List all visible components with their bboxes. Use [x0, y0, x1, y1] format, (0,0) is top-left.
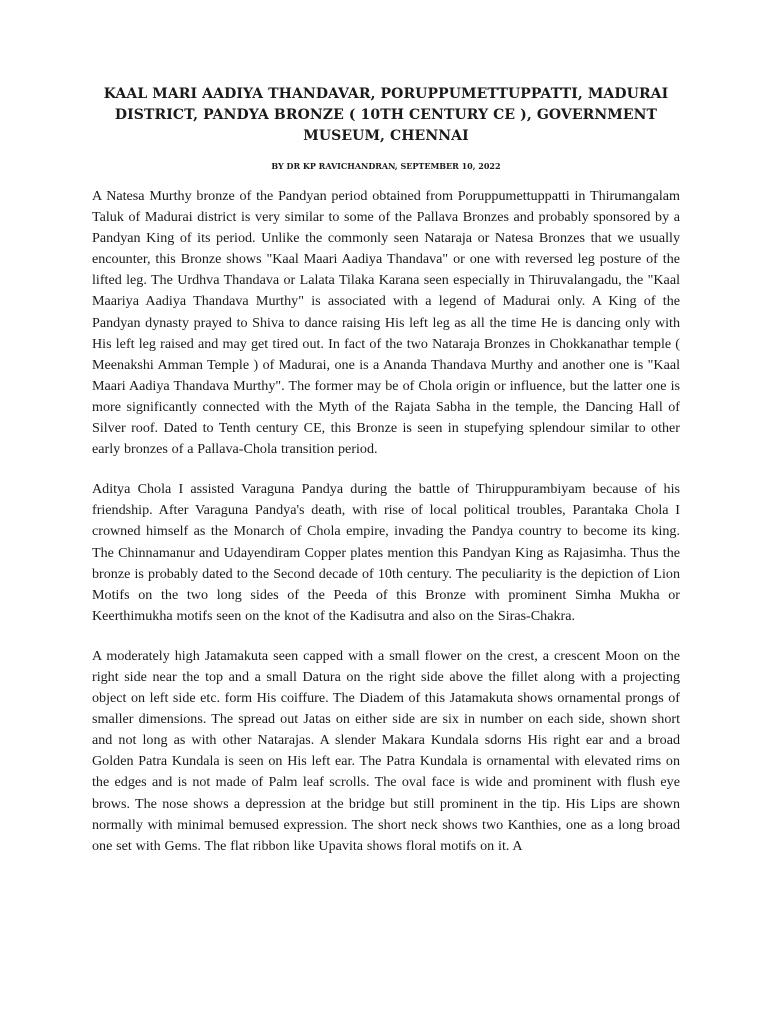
paragraph-1: A Natesa Murthy bronze of the Pandyan period obtained from Poruppumettuppatti in Thirumangalam Taluk of Madurai district is very similar to some of the Pallava Bronzes and probably sponsored by a Pandyan King of its period. Unlike the commonly seen Nataraja or Natesa Bronzes that we usually encounter, this Bronze shows "Kaal Maari Aadiya Thandava" or one with reversed leg posture of the lifted leg. The Urdhva Thandava or Lalata Tilaka Karana seen especially in Thiruvalangadu, the "Kaal Maariya Aadiya Thandava Murthy" is associated with a legend of Madurai only. A King of the Pandyan dynasty prayed to Shiva to dance raising His left leg as all the time He is dancing only with His left leg raised and may get tired out. In fact of the two Nataraja Bronzes in Chokkanathar temple ( Meenakshi Amman Temple ) of Madurai, one is a Ananda Thandava Murthy and another one is "Kaal Maari Aadiya Thandava Murthy". The former may be of Chola origin or influence, but the latter one is more significantly connected with the Myth of the Rajata Sabha in the temple, the Dancing Hall of Silver roof. Dated to Tenth century CE, this Bronze is seen in stupefying splendour similar to other early bronzes of a Pallava-Chola transition period. — [92, 188, 680, 458]
paragraph-3: A moderately high Jatamakuta seen capped with a small flower on the crest, a crescent Moon on the right side near the top and a small Datura on the right side above the fillet along with a projecting object on left side etc. form His coiffure. The Diadem of this Jatamakuta shows ornamental prongs of smaller dimensions. The spread out Jatas on either side are six in number on each side, shown short and not long as with other Natarajas. A slender Makara Kundala sdorns His right ear and a broad Golden Patra Kundala is seen on His left ear. The Patra Kundala is ornamental with elevated rims on the edges and is not made of Palm leaf scrolls. The oval face is wide and prominent with flush eye brows. The nose shows a depression at the bridge but still prominent in the tip. His Lips are shown normally with minimal bemused expression. The short neck shows two Kanthies, one as a long broad one set with Gems. The flat ribbon like Upavita shows floral motifs on it. A — [92, 647, 680, 854]
byline: BY DR KP RAVICHANDRAN, SEPTEMBER 10, 2022 — [271, 161, 501, 171]
document-title: KAAL MARI AADIYA THANDAVAR, PORUPPUMETTUPPATTI, MADURAI DISTRICT, PANDYA BRONZE ( 10TH CENTURY CE ), GOVERNMENT MUSEUM, CHENNAI — [103, 86, 669, 144]
paragraph-2: Aditya Chola I assisted Varaguna Pandya during the battle of Thiruppurambiyam because of his friendship. After Varaguna Pandya's death, with rise of local political troubles, Parantaka Chola I crowned himself as the Monarch of Chola empire, invading the Pandya country to become its king. The Chinnamanur and Udayendiram Copper plates mention this Pandyan King as Rajasimha. Thus the bronze is probably dated to the Second decade of 10th century. The peculiarity is the depiction of Lion Motifs on the two long sides of the Peeda of this Bronze with prominent Simha Mukha or Keerthimukha motifs seen on the knot of the Kadisutra and also on the Siras-Chakra. — [92, 481, 680, 624]
document-page — [92, 84, 680, 876]
